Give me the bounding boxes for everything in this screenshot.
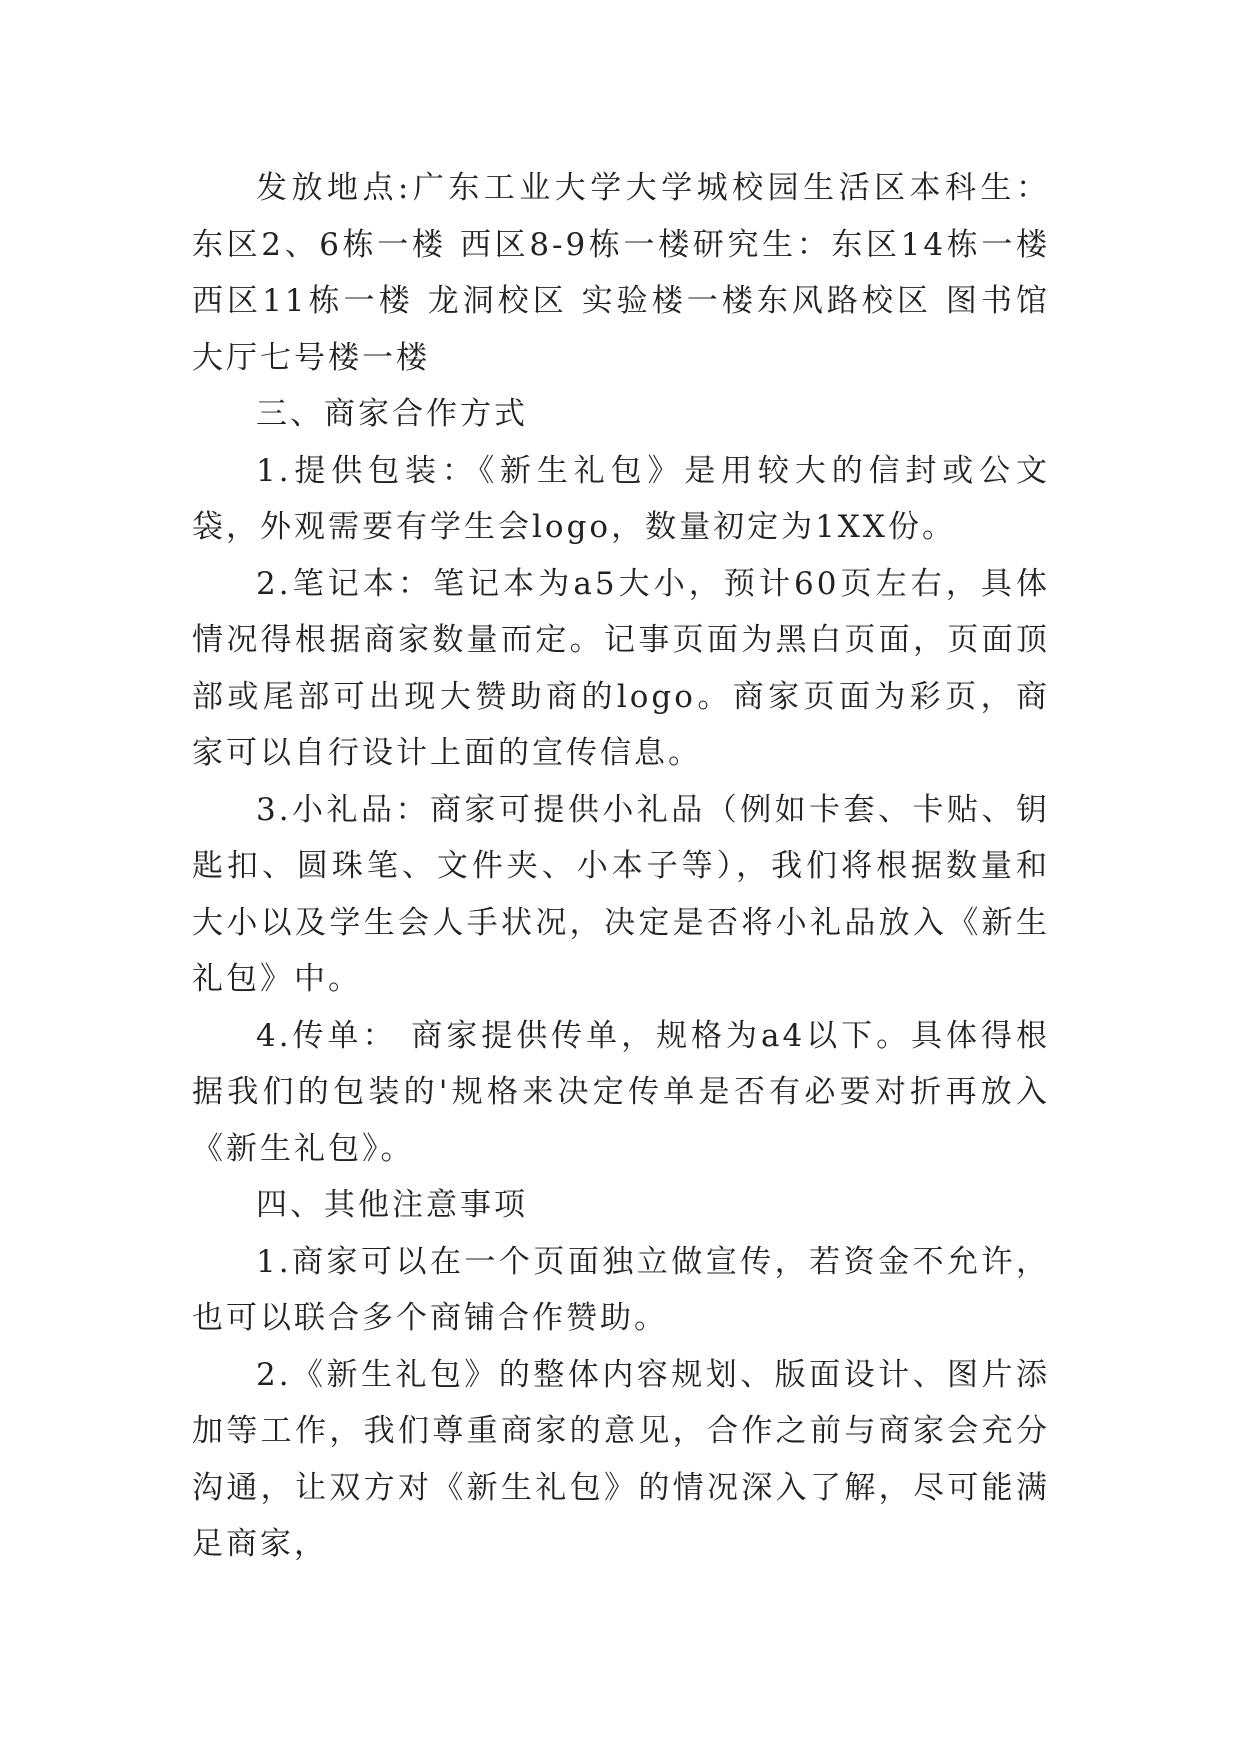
paragraph-small-gifts: 3.小礼品：商家可提供小礼品（例如卡套、卡贴、钥匙扣、圆珠笔、文件夹、小本子等），我们将根据数量和大小以及学生会人手状况，决定是否将小礼品放入《新生礼包》中。 — [192, 791, 1050, 997]
section-heading-notes: 四、其他注意事项 — [256, 1187, 528, 1223]
paragraph-flyers: 4.传单： 商家提供传单，规格为a4以下。具体得根据我们的包装的'规格来决定传单是否有必要对折再放入《新生礼包》。 — [192, 1017, 1050, 1167]
paragraph-notebook: 2.笔记本：笔记本为a5大小，预计60页左右，具体情况得根据商家数量而定。记事页面为黑白页面，页面顶部或尾部可出现大赞助商的logo。商家页面为彩页，商家可以自行设计上面的宣传信息。 — [192, 565, 1050, 771]
paragraph-note-2: 2.《新生礼包》的整体内容规划、版面设计、图片添加等工作，我们尊重商家的意见，合作之前与商家会充分沟通，让双方对《新生礼包》的情况深入了解，尽可能满足商家， — [192, 1356, 1050, 1562]
section-heading-cooperation: 三、商家合作方式 — [256, 396, 528, 432]
paragraph-packaging: 1.提供包装：《新生礼包》是用较大的信封或公文袋，外观需要有学生会logo，数量初定为1XX份。 — [192, 452, 1050, 545]
paragraph-note-1: 1.商家可以在一个页面独立做宣传，若资金不允许，也可以联合多个商铺合作赞助。 — [192, 1243, 1050, 1336]
document-body — [192, 160, 1050, 1573]
paragraph-distribution-locations: 发放地点:广东工业大学大学城校园生活区本科生：东区2、6栋一楼 西区8-9栋一楼研究生：东区14栋一楼 西区11栋一楼 龙洞校区 实验楼一楼东风路校区 图书馆大厅七号楼一楼 — [192, 170, 1050, 376]
